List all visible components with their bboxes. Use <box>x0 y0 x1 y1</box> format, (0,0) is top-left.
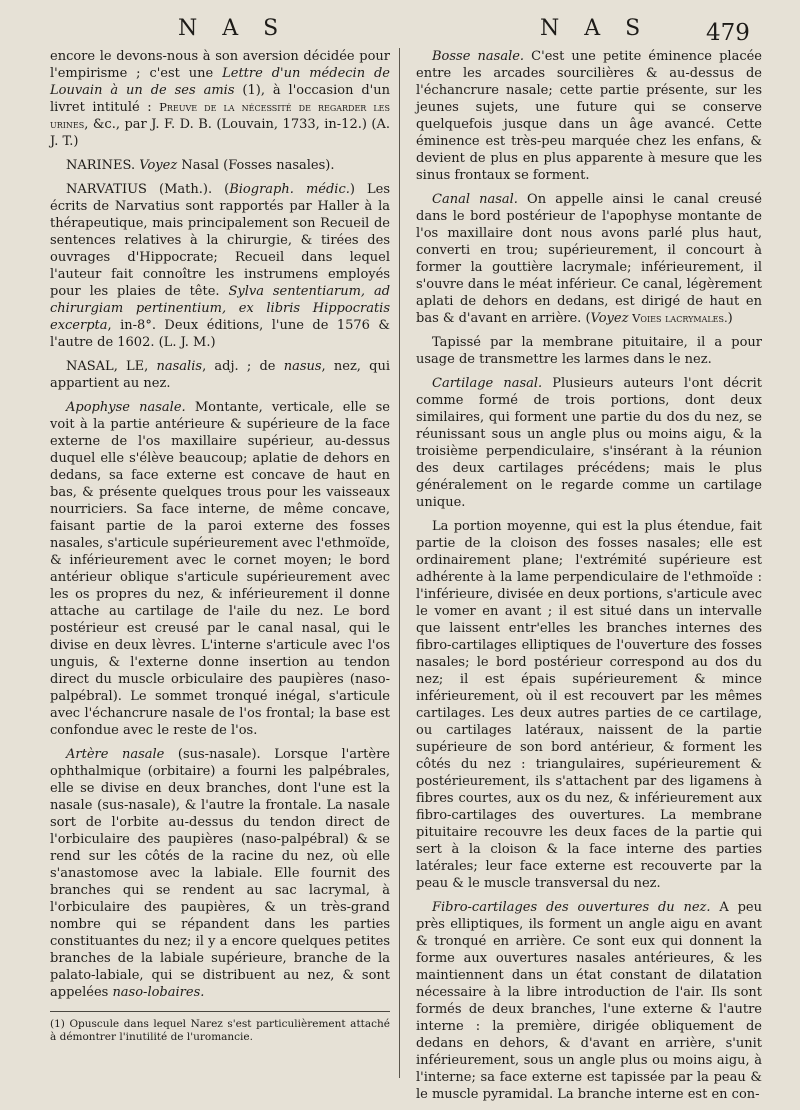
running-head-left: N A S <box>178 16 288 41</box>
paragraph-portion-moyenne: La portion moyenne, qui est la plus étendue, fait partie de la cloison des fosses nasales; elle est ordinairement plane; l'extrémité supérieure est adhérente à la lame perpendiculaire de l'ethmoïde : l'inférieure, divisée en deux portions, s'articule avec le vomer en avant ; il est situé dans un intervalle que laissent entr'elles les branches internes des fibro-cartilages elliptiques de l'ouverture des fosses nasales; le bord postérieur correspond au dos du nez; il est épais supérieurement & mince inférieurement, où il est recouvert par les mêmes cartilages. Les deux autres parties de ce cartilage, ou cartilages latéraux, naissent de la partie supérieure de son bord antérieur, & forment les côtés du nez : triangulaires, supérieurement & postérieurement, ils s'attachent par des ligamens à fibres courtes, aux os du nez, & inférieurement aux fibro-cartilages des ouvertures. La membrane pituitaire recouvre les deux faces de la partie qui sert à la cloison & la face interne des parties latérales; leur face externe est recouverte par la peau & le muscle transversal du nez. <box>416 519 762 891</box>
page-number: 479 <box>706 20 750 46</box>
subentry-artere-nasale: Artère nasale (sus-nasale). Lorsque l'artère ophthalmique (orbitaire) a fourni les palpébrales, elle se divise en deux branches, dont l'une est la nasale (sus-nasale), & l'autre la frontale. La nasale sort de l'orbite au-dessus du tendon direct de l'orbiculaire des paupières (naso-palpébral) & se rend sur les côtés de la racine du nez, où elle s'anastomose avec la labiale. Elle fournit des branches qui se rendent au sac lacrymal, à l'orbiculaire des paupières, & un très-grand nombre qui se répandent dans les parties constituantes du nez; il y a encore quelques petites branches de la labiale supérieure, branche de la palato-labiale, qui se distribuent au nez, & sont appelées naso-lobaires. <box>50 747 390 1000</box>
subentry-apophyse-nasale: Apophyse nasale. Montante, verticale, elle se voit à la partie antérieure & supérieure de la face externe de l'os maxillaire supérieur, au-dessus duquel elle s'élève beaucoup; aplatie de dehors en dedans, sa face externe est concave de haut en bas, & présente quelques trous pour les vaisseaux nourriciers. Sa face interne, de même concave, faisant partie de la paroi externe des fosses nasales, s'articule supérieurement avec l'ethmoïde, & inférieurement avec le cornet moyen; le bord antérieur oblique s'articule supérieurement avec les os propres du nez, & inférieurement il donne attache au cartilage de l'aile du nez. Le bord postérieur est creusé par le canal nasal, qui le divise en deux lèvres. L'interne s'articule avec l'os unguis, & l'externe donne insertion au tendon direct du muscle orbiculaire des paupières (naso-palpébral). Le sommet tronqué inégal, s'articule avec l'échancrure nasale de l'os frontal; la base est confondue avec le reste de l'os. <box>50 400 390 738</box>
subentry-canal-nasal: Canal nasal. On appelle ainsi le canal creusé dans le bord postérieur de l'apophyse montante de l'os maxillaire dont nous avons parlé plus haut, converti en trou; supérieurement, il concourt à former la gouttière lacrymale; inférieurement, il s'ouvre dans le méat inférieur. Ce canal, légèrement aplati de dehors en dedans, est dirigé de haut en bas & d'avant en arrière. (Voyez Voies lacrymales.) <box>416 192 762 326</box>
right-column <box>416 48 762 1110</box>
running-head-right: N A S <box>540 16 650 41</box>
footnote: (1) Opuscule dans lequel Narez s'est particulièrement attaché à démontrer l'inutilité de l'uromancie. <box>50 1018 390 1043</box>
entry-nasal: NASAL, LE, nasalis, adj. ; de nasus, nez, qui appartient au nez. <box>50 359 391 391</box>
subentry-cartilage-nasal: Cartilage nasal. Plusieurs auteurs l'ont décrit comme formé de trois portions, dont deux similaires, qui forment une partie du dos du nez, se réunissant sous un angle plus ou moins aigu, & la troisième perpendiculaire, s'insérant à la réunion des deux cartilages précédens; mais le plus généralement on le regarde comme un cartilage unique. <box>416 376 763 510</box>
entry-narvatius: NARVATIUS (Math.). (Biograph. médic.) Les écrits de Narvatius sont rapportés par Haller à la thérapeutique, mais principalement son Recueil de sentences relatives à la chirurgie, & tirées des ouvrages d'Hippocrate; Recueil dans lequel l'auteur fait connoître les instrumens employés pour les plaies de tête. Sylva sententiarum, ad chirurgiam pertinentium, ex libris Hippocratis excerpta, in-8°. Deux éditions, l'une de 1576 & l'autre de 1602. (L. J. M.) <box>50 182 391 350</box>
paragraph-canal-usage: Tapissé par la membrane pituitaire, il a pour usage de transmettre les larmes dans le nez. <box>416 335 762 367</box>
paragraph-lettre-louvain: encore le devons-nous à son aversion décidée pour l'empirisme ; c'est une Lettre d'un médecin de Louvain à un de ses amis (1), à l'occasion d'un livret intitulé : Preuve de la nécessité de regarder les urines, &c., par J. F. D. B. (Louvain, 1733, in-12.) (A. J. T.) <box>50 49 390 149</box>
subentry-fibro-cartilages: Fibro-cartilages des ouvertures du nez. A peu près elliptiques, ils forment un angle aigu en avant & tronqué en arrière. Ce sont eux qui donnent la forme aux ouvertures nasales antérieures, & les maintiennent dans un état constant de dilatation nécessaire à la libre introduction de l'air. Ils sont formés de deux branches, l'une externe & l'autre interne : la première, dirigée obliquement de dedans en dehors, & d'avant en arrière, s'unit inférieurement, sous un angle plus ou moins aigu, à l'interne; sa face externe est tapissée par la peau & le muscle pyramidal. La branche interne est en con- <box>416 900 762 1102</box>
column-rule <box>399 48 400 1078</box>
entry-narines: NARINES. Voyez Nasal (Fosses nasales). <box>66 158 335 173</box>
left-column <box>50 48 390 1051</box>
footnote-rule <box>50 1011 390 1012</box>
subentry-bosse-nasale: Bosse nasale. C'est une petite éminence placée entre les arcades sourcilières & au-dessus de l'échancrure nasale; cette partie présente, sur les jeunes sujets, une future qui se conserve quelquefois jusque dans un âge avancé. Cette éminence est très-peu marquée chez les enfans, & devient de plus en plus apparente à mesure que les sinus frontaux se forment. <box>416 49 762 183</box>
